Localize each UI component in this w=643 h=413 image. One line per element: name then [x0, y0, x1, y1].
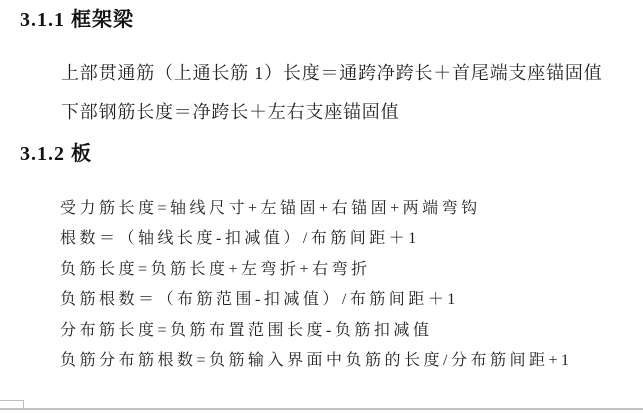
table-fragment-top-border [0, 408, 643, 410]
formula-top-through-bar-length: 上部贯通筋（上通长筋 1）长度＝通跨净跨长＋首尾端支座锚固值 [61, 63, 603, 83]
section-heading-slab: 3.1.2 板 [20, 143, 92, 165]
formula-negative-bar-count: 负筋根数＝（布筋范围-扣减值）/布筋间距＋1 [60, 291, 459, 308]
formula-bottom-bar-length: 下部钢筋长度＝净跨长＋左右支座锚固值 [61, 102, 400, 122]
section-heading-frame-beam: 3.1.1 框架梁 [20, 9, 134, 31]
formula-negative-bar-length: 负筋长度=负筋长度+左弯折+右弯折 [60, 261, 371, 278]
formula-main-bar-length: 受力筋长度=轴线尺寸+左锚固+右锚固+两端弯钩 [60, 200, 481, 217]
formula-negative-distribution-bar-count: 负筋分布筋根数=负筋输入界面中负筋的长度/分布筋间距+1 [60, 352, 573, 369]
formula-bar-count: 根数＝（轴线长度-扣减值）/布筋间距＋1 [60, 230, 420, 247]
formula-distribution-bar-length: 分布筋长度=负筋布置范围长度-负筋扣减值 [60, 322, 433, 339]
